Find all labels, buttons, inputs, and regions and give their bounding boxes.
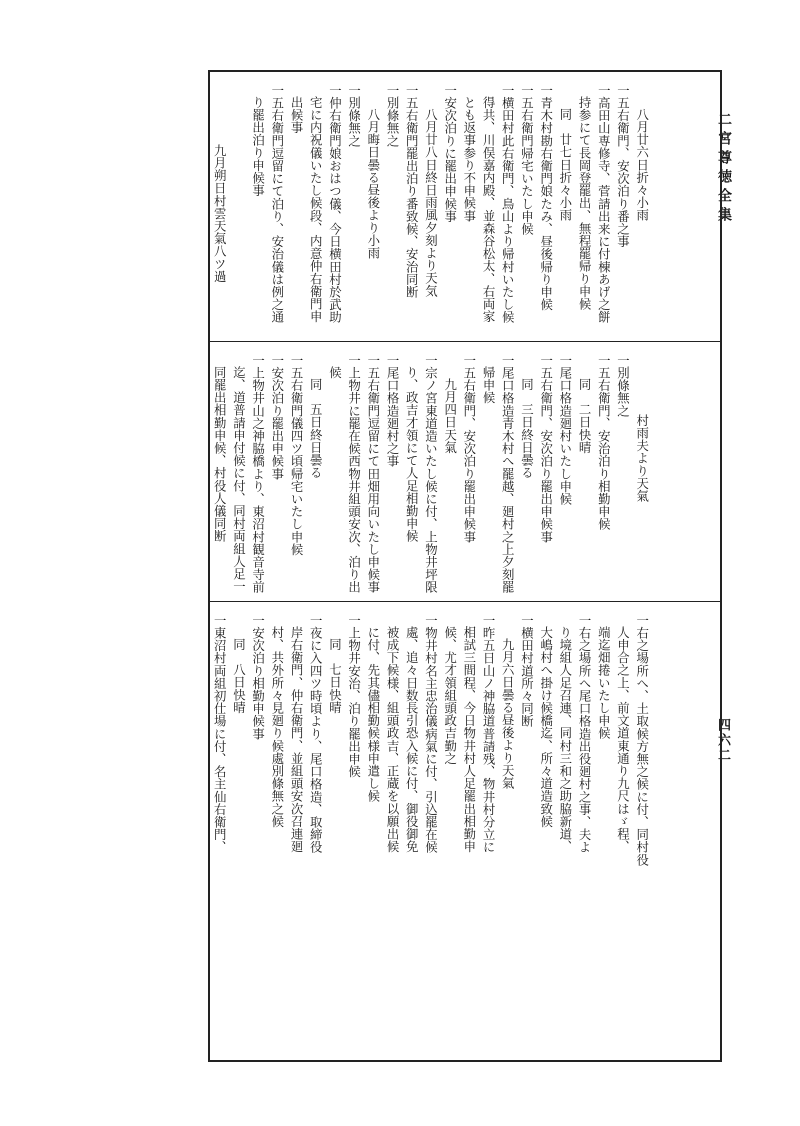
date-heading: 同 三日終日曇る xyxy=(519,378,535,479)
entry-line: 一 横田村此右衛門、鳥山より帰村いたし候 xyxy=(498,84,517,335)
entry-line: 一 昨五日山ノ神脇道普請残、物井村分立に xyxy=(479,614,498,1054)
entry-line: 一 夜に入四ツ時頃より、尾口格造、取締役 xyxy=(306,614,325,1054)
date-heading: 八月晦日曇る昼後より小雨 xyxy=(365,108,381,260)
vertical-text-2 xyxy=(210,342,658,601)
text-line: 宅に内祝儀いたし候段、内意仲右衛門申 xyxy=(308,96,324,323)
entry-line: 一 別條無之 xyxy=(613,354,632,595)
entry-line: 一 五右衛門儀四ツ頃帰宅いたし申候 xyxy=(287,354,306,595)
entry-line: 一 五右衛門、安治泊り相勤申候 xyxy=(594,354,613,595)
text-line: 得共、川俣嘉内殿、並森谷松太、右両家 xyxy=(481,96,497,323)
entry-line: 一 宗ノ宮東道造いたし候に付、上物井坪限 xyxy=(421,354,440,595)
text-line: 村雨夫より天氣 xyxy=(634,414,650,503)
entry-line: 一 尾口格造廻村之事 xyxy=(383,354,402,595)
entry-line: 一 五右衛門逗留にて田畑用向いたし申候事 xyxy=(364,354,383,595)
date-heading: 八月廿八日終日雨風夕刻より天気 xyxy=(423,108,439,297)
running-title: 二宮尊徳全集 xyxy=(716,112,732,226)
entry-line: 一 右之場所へ、土取候方無之候に付、同村役 xyxy=(632,614,651,1054)
entry-line: 一 安次泊りに罷出申候事 xyxy=(440,84,459,335)
page-number: 四六二 xyxy=(715,718,730,763)
text-line xyxy=(229,84,248,335)
text-line: 候 xyxy=(327,366,343,379)
entry-line: 一 物井村名主忠治儀病氣に付、引込罷在候 xyxy=(421,614,440,1054)
text-line: 同罷出相勤申候、村役人儀同断 xyxy=(212,366,228,543)
text-line: 出候事 xyxy=(289,96,305,134)
text-line: 迄、道普請申付候に付、同村両組人足一 xyxy=(231,366,247,593)
entry-line: 一 尾口格造廻村いたし申候 xyxy=(556,354,575,595)
text-line: とも返事参り不申候事 xyxy=(461,96,477,222)
text-line: 岸右衛門、仲右衛門、並組頭安次召連廻 xyxy=(289,626,305,853)
entry-line: 一 青木村勘右衛門娘たみ、昼後帰り申候 xyxy=(536,84,555,335)
entry-line: 一 別條無之 xyxy=(344,84,363,335)
entry-line: 一 横田村道所々同断 xyxy=(517,614,536,1054)
text-block-3 xyxy=(210,602,720,1060)
text-line: 九月朔日村雲天氣八ツ過 xyxy=(212,144,228,283)
entry-line: 一 右之場所へ尾口格造出役廻村之事、夫よ xyxy=(575,614,594,1054)
date-heading: 九月六日曇る昼後より天氣 xyxy=(500,638,516,790)
date-heading: 同 七日快晴 xyxy=(327,638,343,714)
entry-line: 一 別條無之 xyxy=(383,84,402,335)
text-line: 大嶋村へ掛け候橋迄、所々道造致候 xyxy=(538,626,554,828)
entry-line: 一 東沼村両組初仕場に付、名主仙右衛門、 xyxy=(210,614,229,1054)
text-line: 帰申候 xyxy=(481,366,497,404)
entry-line: 一 仲右衛門娘おはつ儀、今日横田村於武助 xyxy=(325,84,344,335)
entry-line: 一 上物井安治、泊り罷出申候 xyxy=(344,614,363,1054)
vertical-text-1 xyxy=(210,72,658,341)
entry-line: 一 尾口格造青木村へ罷越、廻村之上夕刻罷 xyxy=(498,354,517,595)
date-heading: 同 二日快晴 xyxy=(577,378,593,454)
text-line: 持参にて長岡登罷出、無程罷帰り申候 xyxy=(577,96,593,311)
text-line: 處、追々日数長引恐入候に付、御役御免 xyxy=(404,626,420,853)
date-heading: 同 五日終日曇る xyxy=(308,378,324,479)
entry-line: 一 五右衛門、安次泊り番之事 xyxy=(613,84,632,335)
date-heading: 同 八日快晴 xyxy=(231,638,247,714)
text-line: に付、先其儘相勤候様申遣し候 xyxy=(365,626,381,803)
text-line: 相試三間程、今日物井村人足罷出相勤申 xyxy=(461,626,477,853)
entry-line: 一 高田山専修寺、菅請出来に付棟あげ之餅 xyxy=(594,84,613,335)
text-block-2 xyxy=(210,342,720,602)
date-heading: 九月四日天氣 xyxy=(442,378,458,454)
entry-line: 一 安次泊り罷出申候事 xyxy=(268,354,287,595)
entry-line: 一 上物井山之神脇橋より、東沼村観音寺前 xyxy=(248,354,267,595)
date-heading: 八月廿六日折々小雨 xyxy=(634,108,650,222)
entry-line: 一 五右衛門帰宅いたし申候 xyxy=(517,84,536,335)
entry-line: 一 五右衛門、安次泊り罷出申候事 xyxy=(460,354,479,595)
text-line: 端迄畑捲いたし申候 xyxy=(596,626,612,740)
text-frame xyxy=(208,70,722,1062)
text-block-1 xyxy=(210,72,720,342)
entry-line: 一 五右衛門、安次泊り罷出申候事 xyxy=(536,354,555,595)
entry-line: 一 五右衛門逗留にて泊り、安治儀は例之通 xyxy=(268,84,287,335)
text-line: 人申合之上、前文道東通り九尺はゞ程、 xyxy=(615,626,631,853)
text-line: 被成下候様、組頭政吉、正蔵を以願出候 xyxy=(385,626,401,853)
text-line: 候、尤才領組頭政吉勤之 xyxy=(442,626,458,765)
text-line: り、政吉才領にて人足相勤申候 xyxy=(404,366,420,543)
text-line: り境組人足召連、同村三和之助脇新道、 xyxy=(557,626,573,853)
text-line: 村、共外所々見廻り候處別條無之候 xyxy=(269,626,285,828)
entry-line: 一 五右衛門罷出泊り番致候、安治同断 xyxy=(402,84,421,335)
text-line: り罷出泊り申候事 xyxy=(250,96,266,197)
vertical-text-3 xyxy=(210,602,658,1060)
entry-line: 一 安次泊り相勤申候事 xyxy=(248,614,267,1054)
date-heading: 同 廿七日折々小雨 xyxy=(557,108,573,222)
entry-line: 一 上物井に罷在候西物井組頭安次、泊り出 xyxy=(344,354,363,595)
